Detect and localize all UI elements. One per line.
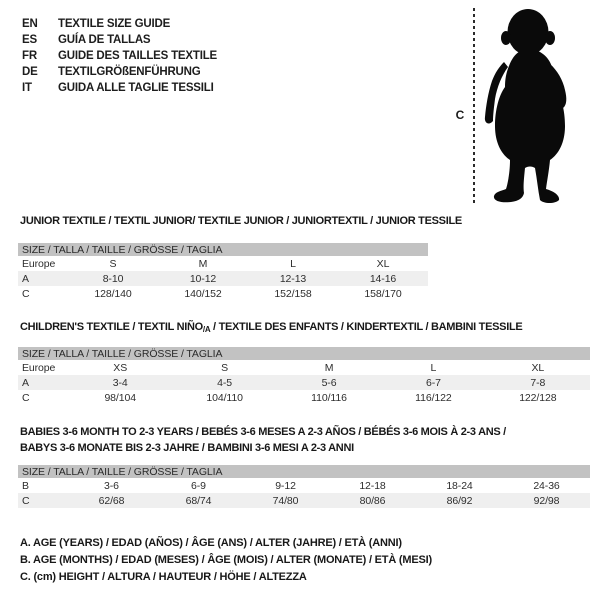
size-cell: 12-18 [359, 479, 386, 492]
table-row-height [18, 286, 428, 301]
row-label: A [22, 376, 29, 389]
table-row-age [18, 271, 428, 286]
table-row-height [18, 493, 590, 508]
size-cell: 152/158 [274, 287, 312, 300]
height-measure-dashed-line [473, 8, 475, 206]
row-label: C [22, 287, 30, 300]
size-cell: 12-13 [279, 272, 307, 285]
size-header-bar: SIZE / TALLA / TAILLE / GRÖSSE / TAGLIA [18, 243, 428, 256]
children-title-pre: CHILDREN'S TEXTILE / TEXTIL NIÑO [20, 321, 203, 333]
size-cell: 18-24 [446, 479, 473, 492]
row-label: B [22, 479, 29, 492]
size-cell: XL [376, 257, 390, 270]
size-cell: 5-6 [321, 376, 337, 389]
babies-title-line1: BABIES 3-6 MONTH TO 2-3 YEARS / BEBÉS 3-6 MESES A 2-3 AÑOS / BÉBÉS 3-6 MOIS À 2-3 ANS / [20, 426, 506, 438]
size-cell: 4-5 [217, 376, 233, 389]
size-cell: L [290, 257, 296, 270]
language-code: IT [22, 82, 32, 94]
table-row-europe [18, 360, 590, 375]
size-cell: 7-8 [530, 376, 546, 389]
size-cell: 116/122 [415, 391, 452, 404]
size-cell: 128/140 [94, 287, 132, 300]
row-label: Europe [22, 361, 56, 374]
size-cell: 110/116 [311, 391, 347, 404]
children-title-subscript: /A [202, 325, 211, 334]
size-cell: 24-36 [533, 479, 560, 492]
size-cell: 74/80 [272, 494, 299, 507]
row-label: C [22, 494, 30, 507]
footnote-b: B. AGE (MONTHS) / EDAD (MESES) / ÂGE (MOIS) / ALTER (MONATE) / ETÀ (MESI) [20, 554, 432, 566]
table-row-age [18, 375, 590, 390]
size-cell: S [221, 361, 229, 374]
size-cell: 6-9 [191, 479, 206, 492]
toddler-silhouette [483, 7, 578, 207]
row-label: Europe [22, 257, 56, 270]
language-label: GUIDE DES TAILLES TEXTILE [58, 50, 217, 62]
size-cell: 9-12 [275, 479, 296, 492]
junior-section-title: JUNIOR TEXTILE / TEXTIL JUNIOR/ TEXTILE JUNIOR / JUNIORTEXTIL / JUNIOR TESSILE [20, 215, 462, 227]
language-label: GUÍA DE TALLAS [58, 34, 151, 46]
size-header-bar: SIZE / TALLA / TAILLE / GRÖSSE / TAGLIA [18, 347, 590, 360]
size-cell: S [109, 257, 117, 270]
children-size-table [18, 347, 590, 405]
size-header-bar: SIZE / TALLA / TAILLE / GRÖSSE / TAGLIA [18, 465, 590, 478]
size-cell: XS [113, 361, 128, 374]
size-cell: M [324, 361, 334, 374]
language-title-list [22, 16, 217, 96]
junior-size-table [18, 243, 428, 301]
size-cell: 92/98 [533, 494, 560, 507]
table-row-height [18, 390, 590, 405]
size-cell: M [198, 257, 208, 270]
row-label: A [22, 272, 29, 285]
language-code: ES [22, 34, 37, 46]
language-code: FR [22, 50, 37, 62]
language-row-de [22, 64, 217, 80]
size-cell: XL [531, 361, 545, 374]
language-label: GUIDA ALLE TAGLIE TESSILI [58, 82, 214, 94]
size-cell: 98/104 [104, 391, 136, 404]
language-code: EN [22, 18, 38, 30]
size-cell: 14-16 [369, 272, 397, 285]
size-cell: 8-10 [102, 272, 124, 285]
size-cell: 122/128 [519, 391, 557, 404]
size-cell: 6-7 [425, 376, 441, 389]
size-cell: 3-4 [112, 376, 128, 389]
language-row-it [22, 80, 217, 96]
size-cell: 140/152 [184, 287, 222, 300]
size-cell: 86/92 [446, 494, 473, 507]
size-cell: 158/170 [364, 287, 402, 300]
size-cell: 10-12 [189, 272, 217, 285]
size-cell: 3-6 [104, 479, 119, 492]
footnotes [20, 535, 432, 586]
babies-size-table [18, 465, 590, 508]
table-row-age-months [18, 478, 590, 493]
language-row-es [22, 32, 217, 48]
size-cell: 80/86 [359, 494, 386, 507]
language-row-en [22, 16, 217, 32]
height-measure-label: C [455, 108, 465, 122]
children-section-title [20, 321, 522, 333]
babies-title-line2: BABYS 3-6 MONATE BIS 2-3 JAHRE / BAMBINI 3-6 MESI A 2-3 ANNI [20, 442, 354, 454]
table-row-europe [18, 256, 428, 271]
size-cell: 68/74 [185, 494, 212, 507]
size-cell: L [430, 361, 437, 374]
children-title-post: / TEXTILE DES ENFANTS / KINDERTEXTIL / BAMBINI TESSILE [210, 321, 523, 333]
footnote-a: A. AGE (YEARS) / EDAD (AÑOS) / ÂGE (ANS) / ALTER (JAHRE) / ETÀ (ANNI) [20, 537, 402, 549]
footnote-c: C. (cm) HEIGHT / ALTURA / HAUTEUR / HÖHE / ALTEZZA [20, 571, 307, 583]
size-cell: 62/68 [98, 494, 125, 507]
row-label: C [22, 391, 30, 404]
language-label: TEXTILGRÖßENFÜHRUNG [58, 66, 201, 78]
language-label: TEXTILE SIZE GUIDE [58, 18, 171, 30]
language-code: DE [22, 66, 38, 78]
language-row-fr [22, 48, 217, 64]
size-cell: 104/110 [206, 391, 243, 404]
babies-section-title [20, 424, 506, 456]
